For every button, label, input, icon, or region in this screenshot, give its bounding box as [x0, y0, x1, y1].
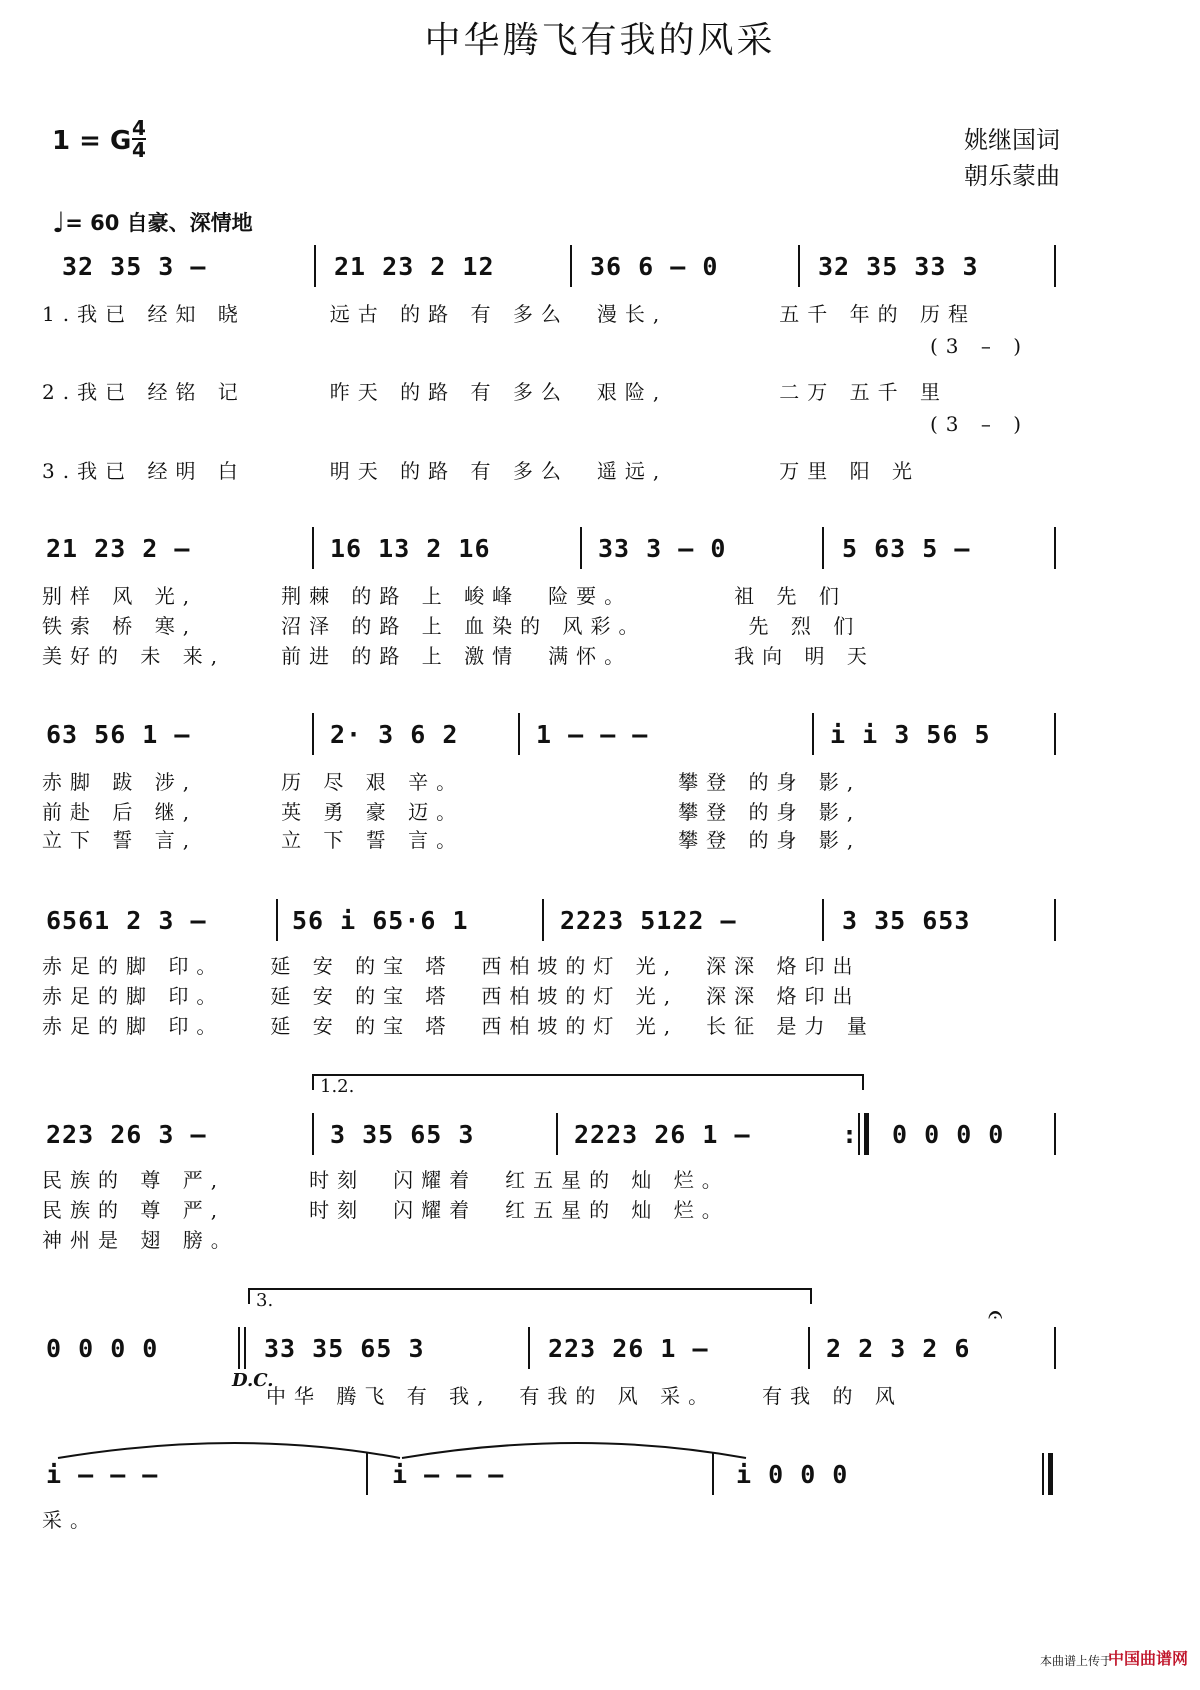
barline — [1054, 713, 1056, 755]
row7-m3: i 0 0 0 — [736, 1460, 849, 1489]
barline — [570, 245, 572, 287]
row2-m1: 21 23 2 – — [46, 534, 191, 563]
tie-curve — [402, 1443, 746, 1458]
row7-m2: i – – – — [392, 1460, 505, 1489]
row3-m2: 2· 3 6 2 — [330, 720, 459, 749]
volta-first-ending — [312, 1074, 864, 1097]
repeat-barline-thick — [864, 1113, 869, 1155]
quarter-note-icon: ♩ — [52, 206, 66, 239]
barline — [798, 245, 800, 287]
barline — [312, 713, 314, 755]
final-barline-thick — [1048, 1453, 1053, 1495]
barline — [580, 527, 582, 569]
row7-lyric-1: 采。 — [42, 1508, 98, 1532]
final-barline-thin — [1042, 1453, 1044, 1495]
row3-m3: 1 – – – — [536, 720, 649, 749]
row4-m1: 6561 2 3 – — [46, 906, 207, 935]
row1-lyric-3: 2.我已 经铭 记 昨天 的路 有 多么 艰险, 二万 五千 里 — [42, 380, 948, 404]
site-logo: 中国曲谱网 — [1107, 1649, 1188, 1668]
row6-m3: 223 26 1 – — [548, 1334, 709, 1363]
barline — [712, 1453, 714, 1495]
row1-lyric-2: (3 – ) — [930, 334, 1030, 358]
tie-curve — [58, 1443, 400, 1458]
volta-label: 3. — [256, 1290, 274, 1311]
row1-lyric-1: 1.我已 经知 晓 远古 的路 有 多么 漫长, 五千 年的 历程 — [42, 302, 976, 326]
row7-m1: i – – – — [46, 1460, 159, 1489]
dc-marking: D.C. — [232, 1370, 274, 1391]
row2-m3: 33 3 – 0 — [598, 534, 727, 563]
row2-m4: 5 63 5 – — [842, 534, 971, 563]
row1-lyric-4: (3 – ) — [930, 412, 1030, 436]
tempo-marking — [52, 206, 253, 239]
row1-m2: 21 23 2 12 — [334, 252, 495, 281]
upload-note: 本曲谱上传于 — [1039, 1654, 1112, 1668]
barline — [312, 527, 314, 569]
row4-lyric-2: 赤足的脚 印。 延 安 的宝 塔 西柏坡的灯 光, 深深 烙印出 — [42, 984, 861, 1008]
credits — [964, 122, 1060, 194]
key-signature: 1 = G — [52, 126, 132, 156]
barline — [1054, 245, 1056, 287]
row4-m4: 3 35 653 — [842, 906, 971, 935]
repeat-barline-thin — [858, 1113, 860, 1155]
fermata-icon: 𝄐 — [988, 1300, 1003, 1330]
barline — [556, 1113, 558, 1155]
barline — [276, 899, 278, 941]
row6-lyric-1: 中华 腾飞 有 我, 有我的 风 采。 有我 的 风 — [266, 1384, 903, 1408]
repeat-dots: : — [842, 1120, 859, 1149]
barline — [822, 899, 824, 941]
row3-lyric-2: 前赴 后 继, 英 勇 豪 迈。 攀登 的身 影, — [42, 800, 862, 824]
page-title: 中华腾飞有我的风采 — [424, 20, 776, 61]
double-barline-b — [244, 1327, 246, 1369]
row3-lyric-1: 赤脚 跋 涉, 历 尽 艰 辛。 攀登 的身 影, — [42, 770, 862, 794]
row4-lyric-1: 赤足的脚 印。 延 安 的宝 塔 西柏坡的灯 光, 深深 烙印出 — [42, 954, 861, 978]
barline — [1054, 1113, 1056, 1155]
row5-lyric-1: 民族的 尊 严, 时刻 闪耀着 红五星的 灿 烂。 — [42, 1168, 730, 1192]
volta-third-ending — [248, 1288, 812, 1311]
row4-m3: 2223 5122 – — [560, 906, 737, 935]
slur-ties — [40, 1428, 760, 1462]
row2-lyric-3: 美好的 未 来, 前进 的路 上 激情 满怀。 我向 明 天 — [42, 644, 875, 668]
row5-m2: 3 35 65 3 — [330, 1120, 475, 1149]
row5-m3: 2223 26 1 – — [574, 1120, 751, 1149]
barline — [314, 245, 316, 287]
barline — [1054, 527, 1056, 569]
barline — [518, 713, 520, 755]
tempo-text: = 60 自豪、深情地 — [65, 211, 253, 235]
barline — [808, 1327, 810, 1369]
row1-m1: 32 35 3 – — [62, 252, 207, 281]
volta-label: 1.2. — [320, 1076, 355, 1097]
row5-m4: 0 0 0 0 — [892, 1120, 1005, 1149]
row3-lyric-3: 立下 誓 言, 立 下 誓 言。 攀登 的身 影, — [42, 828, 862, 852]
barline — [528, 1327, 530, 1369]
row6-m2: 33 35 65 3 — [264, 1334, 425, 1363]
row5-lyric-3: 神州是 翅 膀。 — [42, 1228, 239, 1252]
row1-m4: 32 35 33 3 — [818, 252, 979, 281]
composer: 朝乐蒙曲 — [964, 162, 1060, 190]
time-signature — [132, 118, 146, 160]
row3-m1: 63 56 1 – — [46, 720, 191, 749]
barline — [812, 713, 814, 755]
row5-lyric-2: 民族的 尊 严, 时刻 闪耀着 红五星的 灿 烂。 — [42, 1198, 730, 1222]
row2-lyric-2: 铁索 桥 寒, 沼泽 的路 上 血染的 风彩。 先 烈 们 — [42, 614, 862, 638]
row1-m3: 36 6 – 0 — [590, 252, 719, 281]
barline — [366, 1453, 368, 1495]
lyricist: 姚继国词 — [964, 126, 1060, 154]
barline — [542, 899, 544, 941]
row5-m1: 223 26 3 – — [46, 1120, 207, 1149]
barline — [1054, 1327, 1056, 1369]
row6-m4: 2 2 3 2 6 — [826, 1334, 971, 1363]
row4-lyric-3: 赤足的脚 印。 延 安 的宝 塔 西柏坡的灯 光, 长征 是力 量 — [42, 1014, 875, 1038]
double-barline-a — [238, 1327, 240, 1369]
row2-lyric-1: 别样 风 光, 荆棘 的路 上 峻峰 险要。 祖 先 们 — [42, 584, 847, 608]
time-sig-bottom: 4 — [132, 138, 146, 162]
row6-m1: 0 0 0 0 — [46, 1334, 159, 1363]
row1-lyric-5: 3.我已 经明 白 明天 的路 有 多么 遥远, 万里 阳 光 — [42, 459, 920, 483]
row3-m4: i i 3 56 5 — [830, 720, 991, 749]
barline — [312, 1113, 314, 1155]
barline — [1054, 899, 1056, 941]
barline — [822, 527, 824, 569]
row2-m2: 16 13 2 16 — [330, 534, 491, 563]
row4-m2: 56 i 65·6 1 — [292, 906, 469, 935]
time-sig-top: 4 — [132, 116, 146, 140]
